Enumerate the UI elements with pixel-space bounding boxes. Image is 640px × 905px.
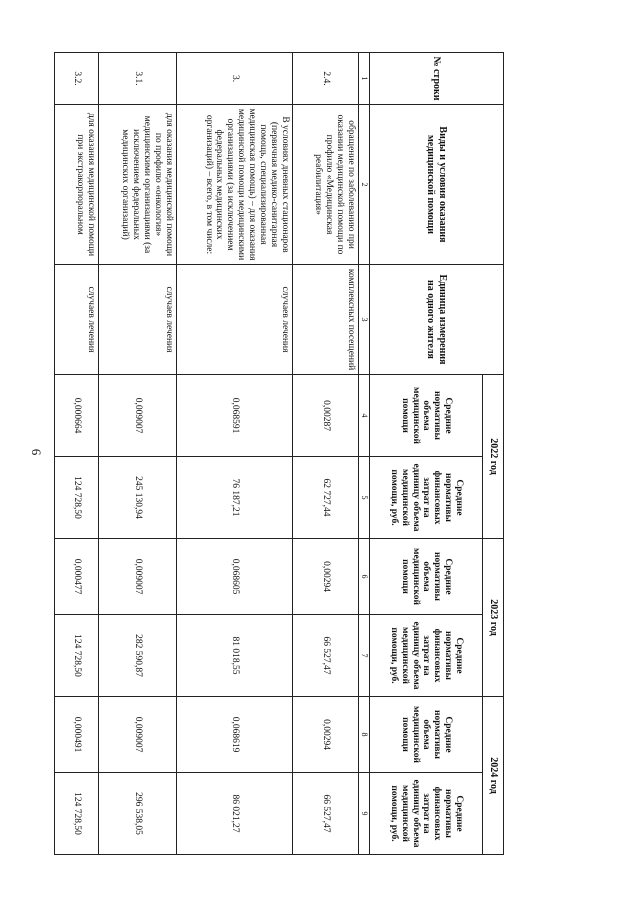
header-volume-2023: Средние нормативы объема медицинской помощи <box>370 539 483 615</box>
col-number: 3 <box>359 265 370 375</box>
cost-2022: 124 728,50 <box>55 457 99 539</box>
cost-2024: 296 538,05 <box>99 773 177 855</box>
table-row <box>177 53 293 855</box>
volume-2023: 0,000477 <box>55 539 99 615</box>
cost-2022: 62 727,44 <box>293 457 359 539</box>
header-year-row <box>483 53 504 855</box>
col-number: 5 <box>359 457 370 539</box>
column-number-row <box>359 53 370 855</box>
volume-2024: 0,009007 <box>99 697 177 773</box>
cost-2023: 66 527,47 <box>293 615 359 697</box>
header-year-2022: 2022 год <box>483 375 504 539</box>
col-number: 8 <box>359 697 370 773</box>
cost-2023: 81 018,55 <box>177 615 293 697</box>
row-number: 2.4. <box>293 53 359 105</box>
page-number: 6 <box>29 448 44 456</box>
cost-2024: 124 728,50 <box>55 773 99 855</box>
volume-2023: 0,068605 <box>177 539 293 615</box>
volume-2022: 0,00287 <box>293 375 359 457</box>
col-number: 7 <box>359 615 370 697</box>
standards-table <box>54 52 504 855</box>
col-number: 4 <box>359 375 370 457</box>
volume-2022: 0,000664 <box>55 375 99 457</box>
row-number: 3.1. <box>99 53 177 105</box>
row-kind: для оказания медицинской помощи по профилю «онкология» медицинскими организациями (за исключением федеральных медицинских организаций) <box>99 105 177 265</box>
cost-2022: 76 187,21 <box>177 457 293 539</box>
col-number: 2 <box>359 105 370 265</box>
table-row <box>293 53 359 855</box>
cost-2022: 245 130,94 <box>99 457 177 539</box>
row-unit: случаев лечения <box>99 265 177 375</box>
volume-2022: 0,009007 <box>99 375 177 457</box>
table-frame <box>54 52 504 854</box>
cost-2023: 282 590,87 <box>99 615 177 697</box>
volume-2024: 0,068619 <box>177 697 293 773</box>
cost-2024: 86 021,27 <box>177 773 293 855</box>
header-volume-2022: Средние нормативы объема медицинской помощи <box>370 375 483 457</box>
row-kind: В условиях дневных стационаров (первичная медико-санитарная помощь, специализированная медицинская помощь) – для оказания медицинской помощи медицинскими организациями (за исключением федеральных медицинских организаций) – всего, в том числе: <box>177 105 293 265</box>
row-number: 3.2. <box>55 53 99 105</box>
row-unit: случаев лечения <box>177 265 293 375</box>
header-cost-2022: Средние нормативы финансовых затрат на единицу объема медицинской помощи, руб. <box>370 457 483 539</box>
row-unit: случаев лечения <box>55 265 99 375</box>
rotated-table-wrapper <box>54 52 504 854</box>
row-kind: для оказания медицинской помощи при экстракорпоральном <box>55 105 99 265</box>
col-number: 1 <box>359 53 370 105</box>
header-cost-2023: Средние нормативы финансовых затрат на единицу объема медицинской помощи, руб. <box>370 615 483 697</box>
header-row-no: № строки <box>370 53 504 105</box>
volume-2024: 0,000491 <box>55 697 99 773</box>
cost-2023: 124 728,50 <box>55 615 99 697</box>
header-volume-2024: Средние нормативы объема медицинской помощи <box>370 697 483 773</box>
volume-2023: 0,009007 <box>99 539 177 615</box>
header-unit: Единица измерения на одного жителя <box>370 265 504 375</box>
row-number: 3. <box>177 53 293 105</box>
table-row <box>55 53 99 855</box>
col-number: 9 <box>359 773 370 855</box>
volume-2022: 0,068591 <box>177 375 293 457</box>
row-kind: обращение по заболеванию при оказании медицинской помощи по профилю «Медицинская реабилитация» <box>293 105 359 265</box>
header-year-2023: 2023 год <box>483 539 504 697</box>
header-kind: Виды и условия оказания медицинской помощи <box>370 105 504 265</box>
volume-2024: 0,00294 <box>293 697 359 773</box>
col-number: 6 <box>359 539 370 615</box>
volume-2023: 0,00294 <box>293 539 359 615</box>
row-unit: комплексных посещений <box>293 265 359 375</box>
header-cost-2024: Средние нормативы финансовых затрат на единицу объема медицинской помощи, руб. <box>370 773 483 855</box>
cost-2024: 66 527,47 <box>293 773 359 855</box>
header-year-2024: 2024 год <box>483 697 504 855</box>
table-row <box>99 53 177 855</box>
